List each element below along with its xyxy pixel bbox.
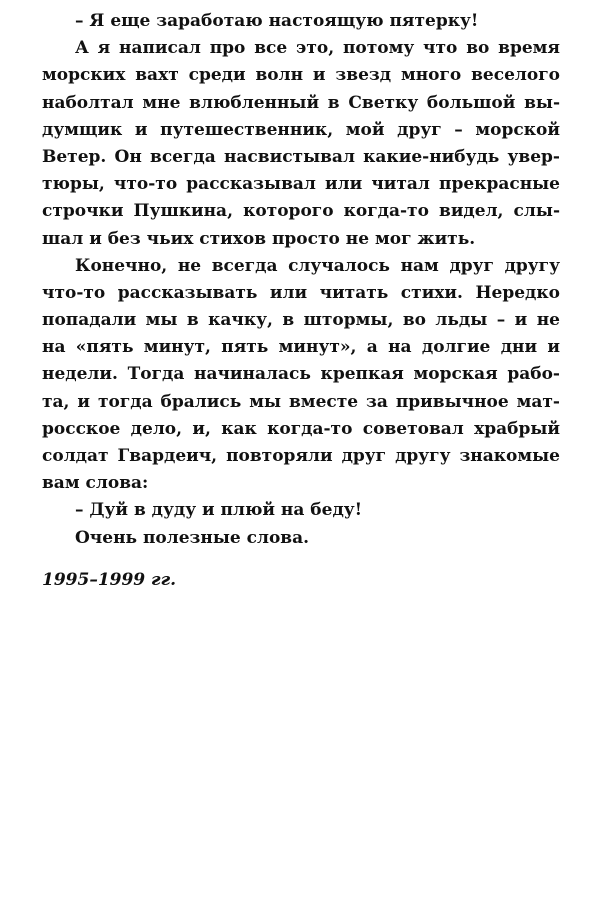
text-line: Очень полезные слова.	[75, 527, 310, 548]
text-line: шал и без чьих стихов просто не мог жить.	[42, 228, 476, 249]
text-line: строчки Пушкина, которого когда-то видел, слы-	[42, 201, 560, 222]
date-line: 1995–1999 гг.	[42, 569, 177, 590]
text-line: росское дело, и, как когда-то советовал храбрый	[42, 418, 560, 439]
text-line: что-то рассказывать или читать стихи. Нередко	[42, 282, 560, 303]
text-line: Ветер. Он всегда насвистывал какие-нибудь увер-	[42, 146, 560, 167]
text-line: морских вахт среди волн и звезд много веселого	[42, 65, 560, 86]
text-line: вам слова:	[42, 473, 149, 494]
body-text	[42, 8, 560, 552]
text-line: А я написал про все это, потому что во время	[75, 38, 560, 59]
document-page	[42, 8, 560, 594]
text-line: недели. Тогда начиналась крепкая морская рабо-	[42, 364, 560, 385]
text-line: на «пять минут, пять минут», а на долгие дни и	[42, 337, 560, 358]
text-line: думщик и путешественник, мой друг – морской	[42, 119, 560, 140]
text-line: солдат Гвардеич, повторяли друг другу знакомые	[42, 446, 560, 466]
text-line: тюры, что-то рассказывал или читал прекрасные	[42, 174, 560, 195]
text-line: – Я еще заработаю настоящую пятерку!	[75, 11, 479, 31]
text-line: наболтал мне влюбленный в Светку большой вы-	[42, 92, 560, 113]
text-line: – Дуй в дуду и плюй на беду!	[75, 500, 363, 521]
text-line: Конечно, не всегда случалось нам друг другу	[75, 255, 560, 276]
text-line: попадали мы в качку, в штормы, во льды – и не	[42, 310, 560, 331]
text-line: та, и тогда брались мы вместе за привычное мат-	[42, 391, 560, 412]
